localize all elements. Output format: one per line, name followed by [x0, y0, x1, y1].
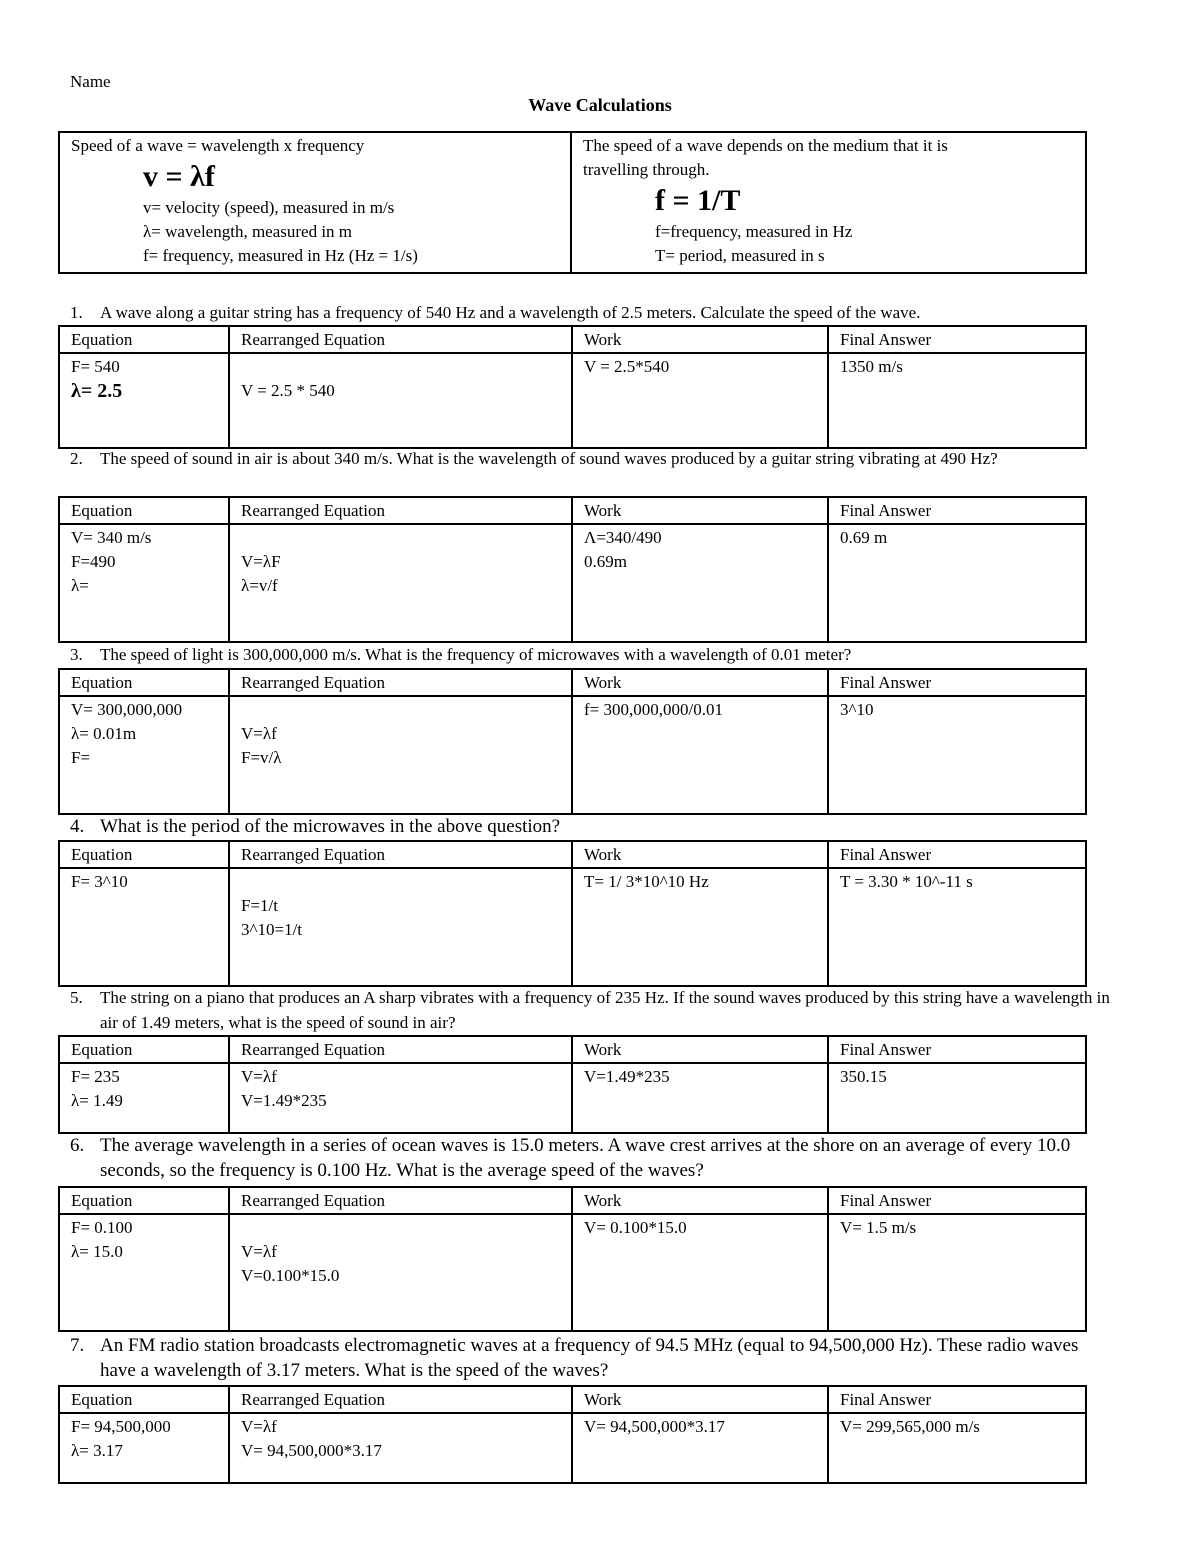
equation-cell-line: F= 540 — [71, 357, 120, 376]
answer-table-2 — [58, 496, 1087, 643]
final-answer-cell — [828, 1214, 1086, 1331]
column-header: Final Answer — [828, 497, 1086, 524]
column-header: Work — [572, 1187, 828, 1214]
page-title: Wave Calculations — [528, 95, 672, 115]
question-number: 2. — [70, 449, 83, 468]
work-cell-line: f= 300,000,000/0.01 — [584, 700, 723, 719]
rearranged-equation-cell-line — [241, 355, 560, 379]
column-header: Final Answer — [828, 1386, 1086, 1413]
answer-table-5 — [58, 1035, 1087, 1134]
column-header: Equation — [59, 497, 229, 524]
final-answer-cell — [828, 1063, 1086, 1133]
rearranged-equation-cell — [229, 1214, 572, 1331]
rearranged-equation-cell-line: V=λf — [241, 1242, 277, 1261]
equation-cell — [59, 1413, 229, 1483]
rearranged-equation-cell-line: V=1.49*235 — [241, 1091, 327, 1110]
column-header: Work — [572, 326, 828, 353]
column-header: Equation — [59, 326, 229, 353]
column-header: Final Answer — [828, 326, 1086, 353]
equation-cell-line: F= 235 — [71, 1067, 120, 1086]
question-text: The speed of sound in air is about 340 m/s. What is the wavelength of sound waves produced by a guitar string vibrating at 490 Hz? — [100, 449, 998, 468]
rearranged-equation-cell — [229, 353, 572, 448]
rearranged-equation-cell-line: V=λf — [241, 724, 277, 743]
question-3 — [70, 642, 1110, 667]
equation-cell-line: λ= 2.5 — [71, 380, 123, 402]
work-cell — [572, 868, 828, 986]
equation-cell — [59, 696, 229, 814]
question-2 — [70, 446, 1110, 471]
answer-table-3 — [58, 668, 1087, 815]
equation-cell — [59, 868, 229, 986]
equation-cell-line: V= 340 m/s — [71, 528, 152, 547]
rearranged-equation-cell-line: V = 2.5 * 540 — [241, 381, 335, 400]
equation-cell-line: F=490 — [71, 552, 116, 571]
question-number: 3. — [70, 645, 83, 664]
column-header: Rearranged Equation — [229, 1187, 572, 1214]
rearranged-equation-cell-line: V=λf — [241, 1417, 277, 1436]
final-answer-cell-line: 1350 m/s — [840, 357, 903, 376]
rearranged-equation-cell-line — [241, 1216, 560, 1240]
final-answer-cell — [828, 524, 1086, 642]
question-4 — [70, 814, 1110, 839]
rearranged-equation-cell — [229, 524, 572, 642]
period-formula: f = 1/T — [655, 184, 741, 217]
column-header: Work — [572, 841, 828, 868]
column-header: Final Answer — [828, 669, 1086, 696]
column-header: Final Answer — [828, 1187, 1086, 1214]
question-text: An FM radio station broadcasts electromagnetic waves at a frequency of 94.5 MHz (equal to 94,500,000 Hz). These radio waves have a wavelength of 3.17 meters. What is the speed of the waves? — [100, 1335, 1079, 1381]
medium-note-line2: travelling through. — [583, 160, 710, 179]
answer-table-4 — [58, 840, 1087, 987]
table-row — [59, 1413, 1086, 1483]
question-number: 5. — [70, 988, 83, 1007]
frequency-definition: f= frequency, measured in Hz (Hz = 1/s) — [143, 246, 418, 265]
rearranged-equation-cell-line: V=λf — [241, 1067, 277, 1086]
final-answer-cell — [828, 353, 1086, 448]
equation-cell-line: F= — [71, 748, 91, 767]
equation-cell-line: F= 3^10 — [71, 872, 128, 891]
question-6 — [70, 1133, 1110, 1183]
column-header: Equation — [59, 1187, 229, 1214]
question-text: What is the period of the microwaves in the above question? — [100, 816, 561, 837]
period-definition: T= period, measured in s — [655, 246, 825, 265]
rearranged-equation-cell-line: F=1/t — [241, 896, 278, 915]
final-answer-cell-line: 0.69 m — [840, 528, 888, 547]
rearranged-equation-cell — [229, 1063, 572, 1133]
final-answer-cell-line: V= 1.5 m/s — [840, 1218, 917, 1237]
work-cell — [572, 1413, 828, 1483]
answer-table-1 — [58, 325, 1087, 449]
equation-cell — [59, 1063, 229, 1133]
final-answer-cell-line: 3^10 — [840, 700, 874, 719]
work-cell-line: 0.69m — [584, 552, 627, 571]
final-answer-cell — [828, 696, 1086, 814]
final-answer-cell-line: T = 3.30 * 10^-11 s — [840, 872, 973, 891]
column-header: Final Answer — [828, 1036, 1086, 1063]
equation-cell — [59, 353, 229, 448]
wavelength-definition: λ= wavelength, measured in m — [143, 222, 353, 241]
final-answer-cell — [828, 868, 1086, 986]
answer-table-7 — [58, 1385, 1087, 1484]
table-row — [59, 524, 1086, 642]
work-cell — [572, 1214, 828, 1331]
question-5 — [70, 985, 1110, 1035]
work-cell-line: V = 2.5*540 — [584, 357, 670, 376]
work-cell-line: Λ=340/490 — [584, 528, 662, 547]
final-answer-cell-line: V= 299,565,000 m/s — [840, 1417, 980, 1436]
rearranged-equation-cell — [229, 1413, 572, 1483]
equation-cell-line: λ= 0.01m — [71, 724, 137, 743]
column-header: Final Answer — [828, 841, 1086, 868]
rearranged-equation-cell-line: F=v/λ — [241, 748, 282, 767]
column-header: Equation — [59, 1036, 229, 1063]
question-text: The average wavelength in a series of ocean waves is 15.0 meters. A wave crest arrives at the shore on an average of every 10.0 seconds, so the frequency is 0.100 Hz. What is the average speed of the waves? — [100, 1135, 1071, 1181]
rearranged-equation-cell-line — [241, 870, 560, 894]
equation-cell — [59, 524, 229, 642]
equation-cell-line: F= 0.100 — [71, 1218, 133, 1237]
table-row — [59, 696, 1086, 814]
rearranged-equation-cell-line: λ=v/f — [241, 576, 278, 595]
period-formula-cell — [571, 132, 1086, 273]
column-header: Work — [572, 669, 828, 696]
rearranged-equation-cell-line: V=λF — [241, 552, 281, 571]
column-header: Equation — [59, 1386, 229, 1413]
question-number: 1. — [70, 303, 83, 322]
rearranged-equation-cell-line: 3^10=1/t — [241, 920, 303, 939]
question-7 — [70, 1333, 1110, 1383]
question-number: 6. — [70, 1135, 85, 1156]
rearranged-equation-cell-line — [241, 526, 560, 550]
work-cell-line: T= 1/ 3*10^10 Hz — [584, 872, 709, 891]
equation-cell-line: F= 94,500,000 — [71, 1417, 171, 1436]
question-text: The speed of light is 300,000,000 m/s. What is the frequency of microwaves with a wavelength of 0.01 meter? — [100, 645, 852, 664]
column-header: Rearranged Equation — [229, 1036, 572, 1063]
medium-note-line1: The speed of a wave depends on the medium that it is — [583, 136, 948, 155]
column-header: Rearranged Equation — [229, 497, 572, 524]
equation-cell — [59, 1214, 229, 1331]
rearranged-equation-cell-line: V=0.100*15.0 — [241, 1266, 340, 1285]
work-cell-line: V=1.49*235 — [584, 1067, 670, 1086]
rearranged-equation-cell — [229, 696, 572, 814]
work-cell — [572, 696, 828, 814]
frequency-unit-definition: f=frequency, measured in Hz — [655, 222, 853, 241]
final-answer-cell — [828, 1413, 1086, 1483]
column-header: Rearranged Equation — [229, 669, 572, 696]
answer-table-6 — [58, 1186, 1087, 1332]
question-number: 7. — [70, 1335, 85, 1356]
table-row — [59, 1063, 1086, 1133]
work-cell — [572, 524, 828, 642]
column-header: Equation — [59, 669, 229, 696]
column-header: Work — [572, 1036, 828, 1063]
column-header: Equation — [59, 841, 229, 868]
table-row — [59, 1214, 1086, 1331]
velocity-definition: v= velocity (speed), measured in m/s — [143, 198, 395, 217]
work-cell-line: V= 0.100*15.0 — [584, 1218, 687, 1237]
rearranged-equation-cell-line: V= 94,500,000*3.17 — [241, 1441, 382, 1460]
work-cell — [572, 1063, 828, 1133]
formula-box — [58, 131, 1087, 274]
speed-formula-cell — [59, 132, 571, 273]
speed-formula-intro: Speed of a wave = wavelength x frequency — [71, 136, 365, 155]
table-row — [59, 353, 1086, 448]
work-cell-line: V= 94,500,000*3.17 — [584, 1417, 725, 1436]
equation-cell-line: λ= 1.49 — [71, 1091, 123, 1110]
question-text: A wave along a guitar string has a frequency of 540 Hz and a wavelength of 2.5 meters. Calculate the speed of the wave. — [100, 303, 921, 322]
column-header: Work — [572, 497, 828, 524]
rearranged-equation-cell — [229, 868, 572, 986]
question-number: 4. — [70, 816, 85, 837]
column-header: Rearranged Equation — [229, 841, 572, 868]
equation-cell-line: V= 300,000,000 — [71, 700, 183, 719]
final-answer-cell-line: 350.15 — [840, 1067, 887, 1086]
speed-formula: v = λf — [143, 160, 215, 193]
equation-cell-line: λ= — [71, 576, 89, 595]
question-text: The string on a piano that produces an A sharp vibrates with a frequency of 235 Hz. If the sound waves produced by this string have a wavelength in air of 1.49 meters, what is the speed of sound in air? — [100, 988, 1110, 1032]
equation-cell-line: λ= 3.17 — [71, 1441, 123, 1460]
equation-cell-line: λ= 15.0 — [71, 1242, 123, 1261]
work-cell — [572, 353, 828, 448]
name-label: Name — [70, 72, 111, 91]
column-header: Rearranged Equation — [229, 1386, 572, 1413]
rearranged-equation-cell-line — [241, 698, 560, 722]
question-1 — [70, 300, 1110, 325]
column-header: Work — [572, 1386, 828, 1413]
table-row — [59, 868, 1086, 986]
column-header: Rearranged Equation — [229, 326, 572, 353]
